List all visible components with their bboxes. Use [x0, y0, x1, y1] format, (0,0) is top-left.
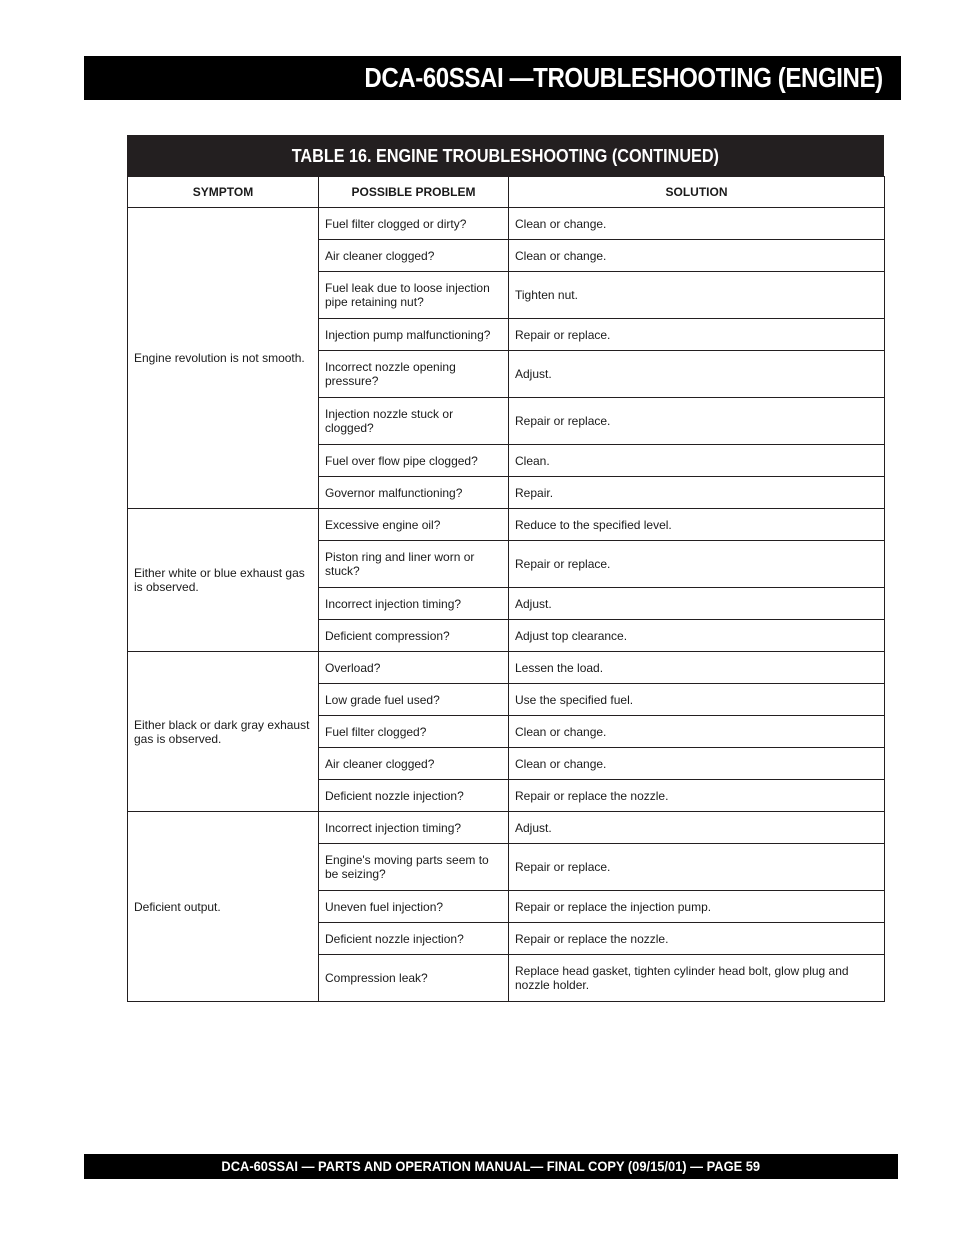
- footer-text: DCA-60SSAI — PARTS AND OPERATION MANUAL— FINAL COPY (09/15/01) — PAGE 59: [221, 1158, 761, 1174]
- page-title: DCA-60SSAI —TROUBLESHOOTING (ENGINE): [364, 62, 883, 93]
- page-footer: [84, 1154, 898, 1179]
- solution-cell: Repair or replace the injection pump.: [509, 891, 885, 923]
- problem-cell: Deficient compression?: [319, 620, 509, 652]
- problem-cell: Excessive engine oil?: [319, 509, 509, 541]
- column-header-possible-problem: POSSIBLE PROBLEM: [319, 177, 509, 208]
- problem-cell: Piston ring and liner worn or stuck?: [319, 541, 509, 588]
- solution-cell: Reduce to the specified level.: [509, 509, 885, 541]
- solution-cell: Repair or replace.: [509, 844, 885, 891]
- solution-cell: Adjust.: [509, 812, 885, 844]
- solution-cell: Repair or replace.: [509, 319, 885, 351]
- solution-cell: Repair.: [509, 477, 885, 509]
- solution-cell: Lessen the load.: [509, 652, 885, 684]
- solution-cell: Adjust.: [509, 351, 885, 398]
- symptom-cell: Engine revolution is not smooth.: [128, 208, 319, 509]
- column-header-symptom: SYMPTOM: [128, 177, 319, 208]
- problem-cell: Overload?: [319, 652, 509, 684]
- solution-cell: Repair or replace the nozzle.: [509, 780, 885, 812]
- problem-cell: Governor malfunctioning?: [319, 477, 509, 509]
- table-row: [128, 652, 885, 684]
- solution-cell: Repair or replace the nozzle.: [509, 923, 885, 955]
- solution-cell: Clean or change.: [509, 240, 885, 272]
- solution-cell: Clean or change.: [509, 716, 885, 748]
- problem-cell: Engine's moving parts seem to be seizing?: [319, 844, 509, 891]
- symptom-cell: Either white or blue exhaust gas is observed.: [128, 509, 319, 652]
- solution-cell: Replace head gasket, tighten cylinder head bolt, glow plug and nozzle holder.: [509, 955, 885, 1002]
- solution-cell: Repair or replace.: [509, 541, 885, 588]
- solution-cell: Clean or change.: [509, 208, 885, 240]
- page-header: [84, 56, 901, 100]
- table-body: [128, 208, 885, 1002]
- table-header-row: [128, 177, 885, 208]
- solution-cell: Clean or change.: [509, 748, 885, 780]
- problem-cell: Deficient nozzle injection?: [319, 780, 509, 812]
- solution-cell: Tighten nut.: [509, 272, 885, 319]
- solution-cell: Clean.: [509, 445, 885, 477]
- problem-cell: Deficient nozzle injection?: [319, 923, 509, 955]
- solution-cell: Adjust.: [509, 588, 885, 620]
- problem-cell: Compression leak?: [319, 955, 509, 1002]
- symptom-cell: Either black or dark gray exhaust gas is observed.: [128, 652, 319, 812]
- problem-cell: Low grade fuel used?: [319, 684, 509, 716]
- table-row: [128, 812, 885, 844]
- problem-cell: Incorrect injection timing?: [319, 588, 509, 620]
- table-title-text: TABLE 16. ENGINE TROUBLESHOOTING (CONTINUED): [291, 146, 720, 166]
- problem-cell: Fuel leak due to loose injection pipe retaining nut?: [319, 272, 509, 319]
- troubleshooting-table: [127, 176, 885, 1002]
- troubleshooting-table-container: [127, 135, 884, 1002]
- problem-cell: Injection nozzle stuck or clogged?: [319, 398, 509, 445]
- problem-cell: Fuel filter clogged?: [319, 716, 509, 748]
- table-row: [128, 509, 885, 541]
- table-row: [128, 208, 885, 240]
- problem-cell: Air cleaner clogged?: [319, 748, 509, 780]
- table-title: [127, 135, 884, 176]
- problem-cell: Uneven fuel injection?: [319, 891, 509, 923]
- problem-cell: Injection pump malfunctioning?: [319, 319, 509, 351]
- problem-cell: Air cleaner clogged?: [319, 240, 509, 272]
- problem-cell: Fuel over flow pipe clogged?: [319, 445, 509, 477]
- problem-cell: Incorrect injection timing?: [319, 812, 509, 844]
- solution-cell: Adjust top clearance.: [509, 620, 885, 652]
- problem-cell: Incorrect nozzle opening pressure?: [319, 351, 509, 398]
- symptom-cell: Deficient output.: [128, 812, 319, 1002]
- problem-cell: Fuel filter clogged or dirty?: [319, 208, 509, 240]
- solution-cell: Repair or replace.: [509, 398, 885, 445]
- column-header-solution: SOLUTION: [509, 177, 885, 208]
- solution-cell: Use the specified fuel.: [509, 684, 885, 716]
